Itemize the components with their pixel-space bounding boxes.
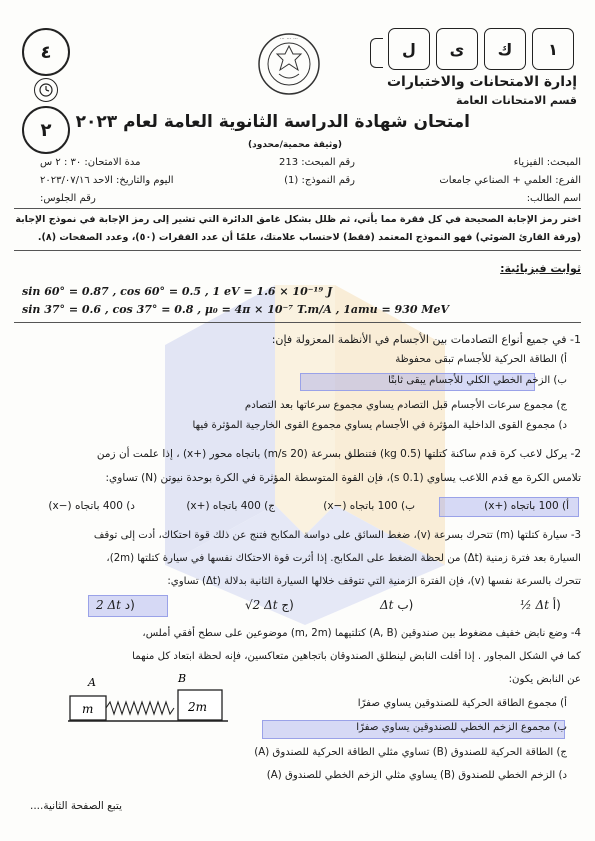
q3-option-a-label: أ) bbox=[552, 598, 561, 612]
department-name: قسم الامتحانات العامة bbox=[455, 94, 577, 107]
exam-date: اليوم والتاريخ: الاحد ٢٠٢٣/٠٧/١٦ bbox=[40, 175, 174, 186]
q4-stem-line-1: 4- وضع نابض خفيف مضغوط بين صندوقين (A, B) كتلتيهما (m, 2m) موضوعين على سطح أفقي أملس، bbox=[142, 628, 581, 639]
figure-label-a: A bbox=[88, 676, 96, 689]
q3-stem-line-1: 3- سيارة كتلتها (m) تتحرك بسرعة (v)، ضغط السائق على دواسة المكابح فتنج عن ذلك قوة احتكاك، أدت إلى توقف bbox=[93, 530, 581, 541]
student-name: اسم الطالب: bbox=[526, 193, 581, 204]
q1-option-d[interactable]: د) مجموع القوى الداخلية المؤثرة في الأجسام يساوي مجموع القوى الخارجية المؤثرة فيها bbox=[192, 420, 567, 431]
q1-stem: 1- في جميع أنواع التصادمات بين الأجسام في الأنظمة المعزولة فإن: bbox=[271, 333, 581, 346]
instructions-line-1: اختر رمز الإجابة الصحيحة في كل فقرة مما يأتي، ثم ظلل بشكل غامق الدائرة التي تشير إلى رمز الإجابة في نموذج الإجابة bbox=[15, 214, 581, 225]
header-divider bbox=[14, 208, 581, 209]
instructions-line-2: (ورقة القارئ الضوئي) فهو النموذج المعتمد (فقط) لاحتساب علامتك، علمًا أن عدد الفقرات (٥٠)، وعدد الصفحات (٨). bbox=[37, 232, 581, 243]
tiles-bracket bbox=[370, 38, 383, 68]
q4-stem-line-3: عن النابض يكون: bbox=[508, 674, 581, 685]
q2-option-b[interactable]: ب) 100 باتجاه (−x) bbox=[323, 500, 415, 512]
session-number: ٢ bbox=[40, 119, 52, 141]
q3-option-b-value: Δt bbox=[380, 598, 394, 612]
q1-option-c[interactable]: ج) مجموع سرعات الأجسام قبل التصادم يساوي مجموع سرعاتها بعد التصادم bbox=[244, 400, 567, 411]
document-status: (وثيقة محمية/محدود) bbox=[248, 140, 342, 150]
box-a-mass: m bbox=[82, 702, 94, 716]
q3-stem-line-2: السيارة بعد فترة زمنية (Δt) من لحظة الضغط على المكابح. إذا أثرت قوة الاحتكاك نفسها في سيارة كتلتها (2m)، bbox=[106, 553, 581, 564]
q2-stem-line-2: تلامس الكرة مع قدم اللاعب يساوي (0.1 s)، فإن القوة المتوسطة المؤثرة في الكرة بوحدة نيوتن (N) تساوي: bbox=[105, 472, 581, 484]
session-circle bbox=[22, 106, 70, 154]
q1-option-a[interactable]: أ) الطاقة الحركية للأجسام تبقى محفوظة bbox=[395, 354, 567, 365]
q1-option-b[interactable]: ب) الزخم الخطي الكلي للأجسام يبقى ثابتًا bbox=[388, 375, 567, 386]
tile-4: ل bbox=[388, 28, 430, 70]
subject-code: رقم المبحث: 213 bbox=[279, 157, 355, 168]
subject: المبحث: الفيزياء bbox=[513, 157, 581, 168]
tile-3: ى bbox=[436, 28, 478, 70]
clock-icon bbox=[39, 83, 53, 97]
q3-option-a[interactable] bbox=[520, 598, 561, 612]
svg-text:⋯ ⋯ ⋯: ⋯ ⋯ ⋯ bbox=[279, 36, 299, 42]
continue-note: يتبع الصفحة الثانية.... bbox=[30, 800, 123, 812]
q4-option-c[interactable]: ج) الطاقة الحركية للصندوق (B) تساوي مثلي الطاقة الحركية للصندوق (A) bbox=[254, 747, 567, 758]
q3-option-c-label: ج) bbox=[281, 598, 294, 612]
constants-row-2: sin 37° = 0.6 , cos 37° = 0.8 , μ₀ = 4π × 10⁻⁷ T.m/A , 1amu = 930 MeV bbox=[22, 303, 450, 316]
q4-option-a[interactable]: أ) مجموع الطاقة الحركية للصندوقين يساوي صفرًا bbox=[357, 698, 567, 709]
q4-spring-figure bbox=[68, 668, 228, 726]
ministry-name: إدارة الامتحانات والاختبارات bbox=[386, 74, 577, 90]
q2-option-c[interactable]: ج) 400 باتجاه (+x) bbox=[186, 500, 275, 512]
seat-number: رقم الجلوس: bbox=[40, 193, 96, 204]
tile-1: ١ bbox=[532, 28, 574, 70]
figure-label-b: B bbox=[178, 672, 187, 685]
constants-divider bbox=[14, 322, 581, 323]
q3-option-b-label: ب) bbox=[397, 598, 414, 612]
model-number: رقم النموذج: (1) bbox=[284, 175, 355, 186]
q3-option-d-value: 2 Δt bbox=[96, 598, 121, 612]
q2-stem-line-1: 2- يركل لاعب كرة قدم ساكنة كتلتها (0.5 kg) فتنطلق بسرعة (20 m/s) باتجاه محور (+x) ، إذا علمت أن زمن bbox=[96, 448, 581, 460]
page-count: ٤ bbox=[40, 41, 52, 63]
clock-circle bbox=[34, 78, 58, 102]
constants-title: ثوابت فيزيائية: bbox=[500, 262, 581, 275]
exam-title: امتحان شهادة الدراسة الثانوية العامة لعام ٢٠٢٣ bbox=[75, 112, 470, 132]
q3-option-d[interactable] bbox=[96, 598, 135, 612]
q3-option-c-value: √2 Δt bbox=[245, 598, 278, 612]
q4-option-d[interactable]: د) الزخم الخطي للصندوق (B) يساوي مثلي الزخم الخطي للصندوق (A) bbox=[266, 770, 567, 781]
q4-stem-line-2: كما في الشكل المجاور . إذا أفلت النابض لينطلق الصندوقان باتجاهين متعاكسين، فإنه لحظة ابتعاد كل منهما bbox=[132, 651, 581, 662]
box-b-mass: 2m bbox=[188, 700, 208, 714]
exam-duration: مدة الامتحان: ٣٠ : ٢ س bbox=[40, 157, 141, 168]
branch: الفرع: العلمي + الصناعي جامعات bbox=[439, 175, 581, 186]
q4-option-b[interactable]: ب) مجموع الزخم الخطي للصندوقين يساوي صفرًا bbox=[356, 722, 567, 733]
q3-option-b[interactable] bbox=[380, 598, 413, 612]
q3-stem-line-3: تتحرك بالسرعة نفسها (v)، فإن الفترة الزمنية التي تتوقف خلالها السيارة الثانية بدلالة (Δt) تساوي: bbox=[167, 576, 581, 587]
q3-option-a-value: ½ Δt bbox=[520, 598, 549, 612]
q2-option-d[interactable]: د) 400 باتجاه (−x) bbox=[48, 500, 135, 512]
tile-2: ك bbox=[484, 28, 526, 70]
constants-row-1: sin 60° = 0.87 , cos 60° = 0.5 , 1 eV = 1.6 × 10⁻¹⁹ J bbox=[22, 285, 333, 298]
q3-option-c[interactable] bbox=[245, 598, 294, 612]
ministry-seal bbox=[257, 30, 321, 98]
q3-option-d-label: د) bbox=[124, 598, 135, 612]
q2-option-a[interactable]: أ) 100 باتجاه (+x) bbox=[484, 500, 569, 512]
instructions-divider bbox=[14, 250, 581, 251]
page-count-circle bbox=[22, 28, 70, 76]
